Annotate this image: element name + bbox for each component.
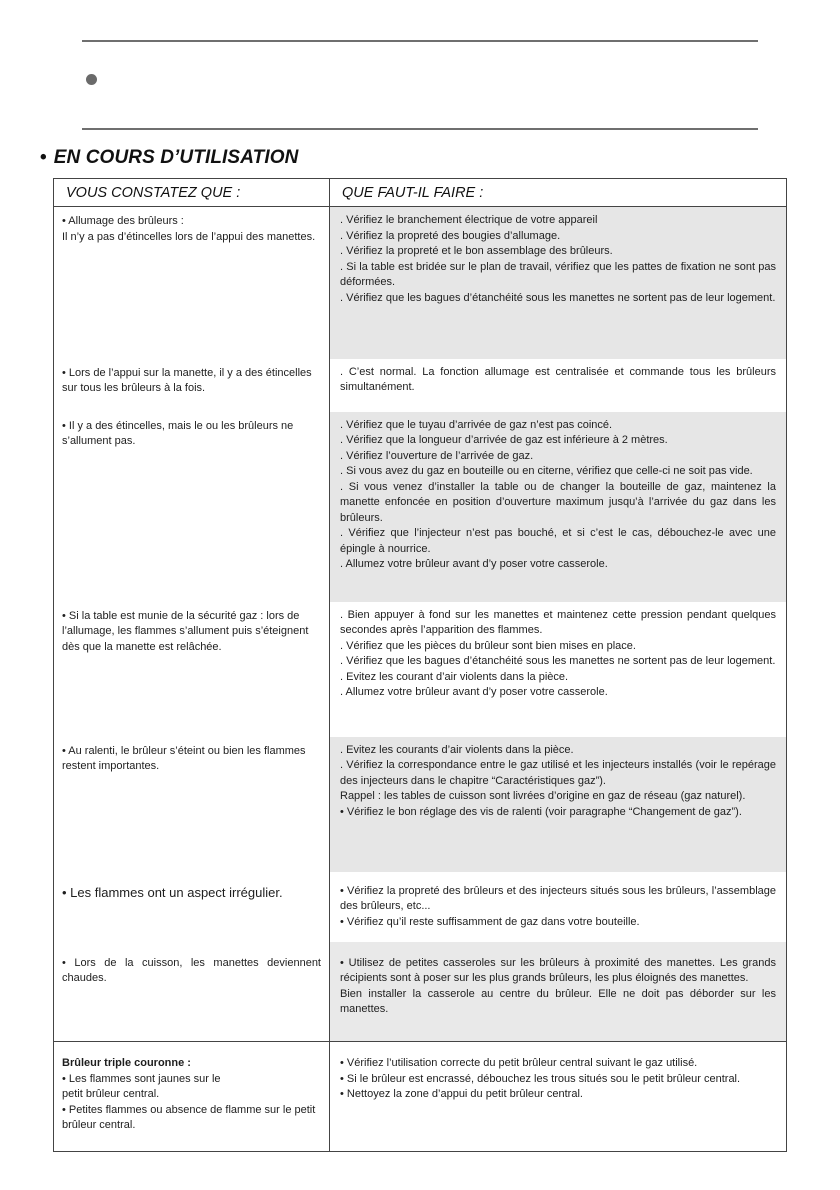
symptom-text: • Allumage des brûleurs :: [62, 215, 184, 227]
symptom-cell: [54, 1042, 330, 1152]
remedy-text: . Vérifiez la propreté et le bon assemblage des brûleurs.: [340, 245, 613, 257]
remedy-text: . Si vous venez d’installer la table ou de changer la bouteille de gaz, maintenez la manette enfoncée en position d’ouverture maximum jusqu’à l’arrivée du gaz dans les brûleurs.: [340, 480, 776, 524]
symptom-text: • Les flammes sont jaunes sur le: [62, 1072, 221, 1085]
table-row: [54, 412, 787, 602]
remedy-text: . Bien appuyer à fond sur les manettes et maintenez cette pression pendant quelques secondes après l’apparition des flammes.: [340, 608, 776, 636]
table-row: [54, 1042, 787, 1152]
top-rule: [82, 40, 758, 42]
table-row: [54, 359, 787, 412]
remedy-text: . Allumez votre brûleur avant d’y poser votre casserole.: [340, 558, 608, 570]
symptom-text: • Petites flammes ou absence de flamme sur le petit brûleur central.: [62, 1103, 316, 1131]
remedy-text: • Vérifiez l’utilisation correcte du petit brûleur central suivant le gaz utilisé.: [340, 1057, 698, 1069]
symptom-cell: [54, 942, 330, 1042]
table-row: [54, 942, 787, 1042]
symptom-cell: [54, 412, 330, 602]
symptom-text: Il n’y a pas d’étincelles lors de l’appui des manettes.: [62, 230, 316, 243]
header-observation: VOUS CONSTATEZ QUE :: [54, 179, 330, 207]
header-action: QUE FAUT-IL FAIRE :: [330, 179, 787, 207]
remedy-text: • Vérifiez la propreté des brûleurs et des injecteurs situés sous les brûleurs, l’assemblage des brûleurs, etc...: [340, 884, 776, 912]
remedy-text: • Vérifiez qu’il reste suffisamment de gaz dans votre bouteille.: [340, 915, 640, 928]
remedy-text: . Evitez les courant d’air violents dans la pièce.: [340, 670, 569, 683]
remedy-text: . Vérifiez l’ouverture de l’arrivée de gaz.: [340, 449, 534, 462]
remedy-text: Rappel : les tables de cuisson sont livrées d’origine en gaz de réseau (gaz naturel).: [340, 790, 746, 802]
troubleshooting-table: [53, 178, 787, 1152]
remedy-text: . Vérifiez que les pièces du brûleur sont bien mises en place.: [340, 639, 636, 652]
remedy-text: . Vérifiez que les bagues d’étanchéité sous les manettes ne sortent pas de leur logement.: [340, 655, 776, 667]
remedy-cell: [330, 359, 787, 412]
table-row: [54, 602, 787, 737]
remedy-text: . Vérifiez le branchement électrique de votre appareil: [340, 214, 598, 226]
remedy-text: . Vérifiez la correspondance entre le gaz utilisé et les injecteurs installés (voir le repérage des injecteurs dans le chapitre “Caractéristiques gaz”).: [340, 759, 776, 787]
section-title-text: EN COURS D’UTILISATION: [53, 147, 299, 168]
table-row: [54, 207, 787, 359]
table-header-row: [54, 179, 787, 207]
symptom-text: • Lors de l’appui sur la manette, il y a des étincelles sur tous les brûleurs à la fois.: [62, 366, 312, 394]
symptom-cell: [54, 872, 330, 942]
remedy-text: . C’est normal. La fonction allumage est centralisée et commande tous les brûleurs simultanément.: [340, 365, 776, 393]
symptom-cell: [54, 602, 330, 737]
symptom-text: • Les flammes ont un aspect irrégulier.: [62, 884, 283, 900]
remedy-cell: [330, 1042, 787, 1152]
remedy-text: • Vérifiez le bon réglage des vis de ralenti (voir paragraphe “Changement de gaz”).: [340, 805, 742, 818]
remedy-cell: [330, 412, 787, 602]
symptom-text: • Lors de la cuisson, les manettes deviennent chaudes.: [62, 956, 321, 984]
symptom-title: Brûleur triple couronne :: [62, 1057, 191, 1069]
remedy-text: . Vérifiez que les bagues d’étanchéité sous les manettes ne sortent pas de leur logement.: [340, 291, 776, 304]
remedy-cell: [330, 207, 787, 359]
table-row: [54, 737, 787, 872]
remedy-text: . Vérifiez la propreté des bougies d’allumage.: [340, 229, 561, 242]
remedy-text: • Si le brûleur est encrassé, débouchez les trous situés sou le petit brûleur central.: [340, 1072, 741, 1085]
symptom-text: • Il y a des étincelles, mais le ou les brûleurs ne s’allument pas.: [62, 419, 294, 447]
remedy-text: • Utilisez de petites casseroles sur les brûleurs à proximité des manettes. Les grands récipients sont à poser sur les plus grands brûleurs, les plus éloignés des manettes.: [340, 956, 776, 984]
table-row: [54, 872, 787, 942]
symptom-text: • Si la table est munie de la sécurité gaz : lors de l’allumage, les flammes s’allument puis s’éteignent dès que la manette est relâchée.: [62, 609, 309, 653]
symptom-cell: [54, 737, 330, 872]
remedy-text: . Vérifiez que le tuyau d’arrivée de gaz n’est pas coincé.: [340, 418, 613, 431]
bottom-rule: [82, 128, 758, 130]
remedy-text: . Evitez les courants d’air violents dans la pièce.: [340, 743, 574, 756]
symptom-text: • Au ralenti, le brûleur s’éteint ou bien les flammes restent importantes.: [62, 744, 306, 772]
symptom-text: petit brûleur central.: [62, 1088, 160, 1100]
remedy-text: . Vérifiez que l’injecteur n’est pas bouché, et si c’est le cas, débouchez-le avec une épingle à nourrice.: [340, 527, 776, 555]
remedy-cell: [330, 602, 787, 737]
symptom-cell: [54, 207, 330, 359]
remedy-text: • Nettoyez la zone d’appui du petit brûleur central.: [340, 1088, 583, 1100]
remedy-text: Bien installer la casserole au centre du brûleur. Elle ne doit pas déborder sur les manettes.: [340, 987, 776, 1015]
section-title: [40, 147, 298, 169]
section-bullet: •: [40, 147, 47, 168]
remedy-text: . Si la table est bridée sur le plan de travail, vérifiez que les pattes de fixation ne sont pas déformées.: [340, 260, 776, 288]
remedy-text: . Si vous avez du gaz en bouteille ou en citerne, vérifiez que celle-ci ne soit pas vide.: [340, 465, 753, 477]
remedy-cell: [330, 737, 787, 872]
remedy-text: . Vérifiez que la longueur d’arrivée de gaz est inférieure à 2 mètres.: [340, 434, 668, 446]
remedy-text: . Allumez votre brûleur avant d’y poser votre casserole.: [340, 686, 608, 698]
bullet-dot: [86, 74, 97, 85]
remedy-cell: [330, 942, 787, 1042]
symptom-cell: [54, 359, 330, 412]
remedy-cell: [330, 872, 787, 942]
